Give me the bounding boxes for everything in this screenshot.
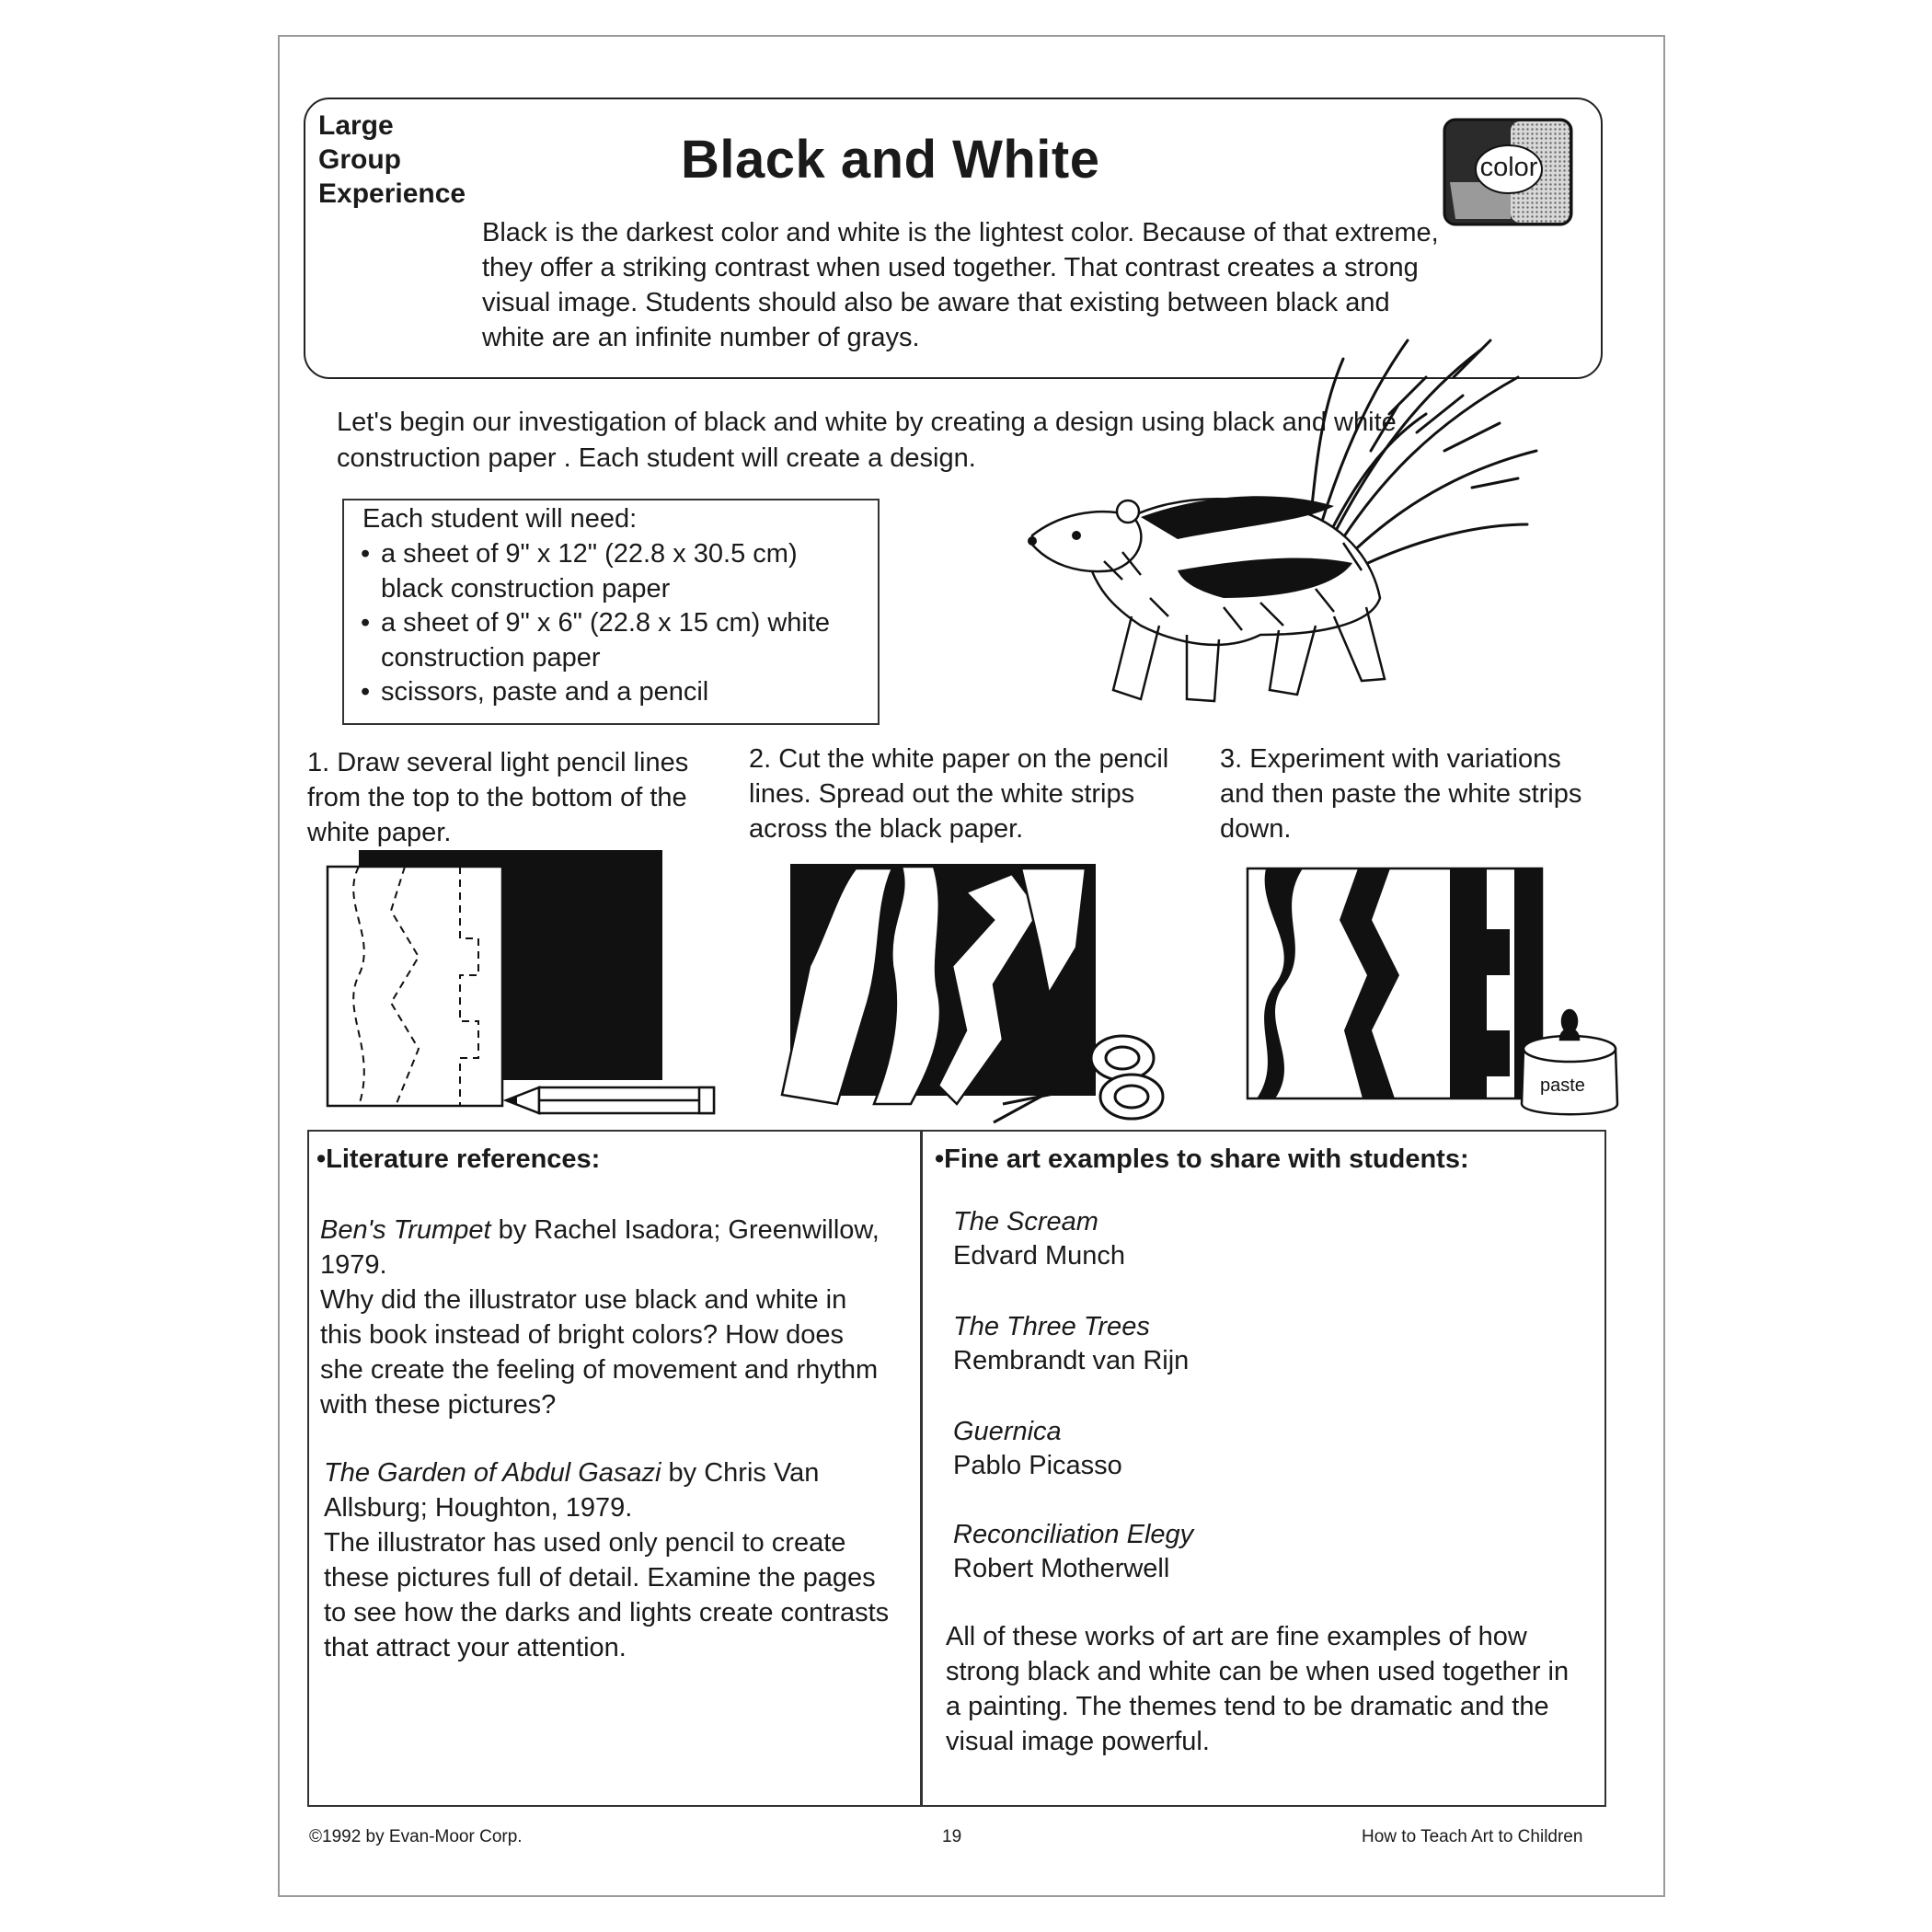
materials-title: Each student will need: (362, 504, 638, 534)
book-citation: by Rachel Isadora; Greenwillow, 1979. (320, 1215, 880, 1280)
step-1-text: 1. Draw several light pencil lines from the top to the bottom of the white paper. (307, 748, 689, 847)
lead-paragraph: Let's begin our investigation of black and white by creating a design using black and white construction paper . Each student will create a design. (337, 408, 1397, 473)
page-title: Black and White (681, 130, 1100, 190)
step-2-illustration (773, 856, 1178, 1132)
fine-art-work (953, 1312, 1189, 1376)
fine-art-work (953, 1207, 1125, 1271)
artwork-title: The Three Trees (953, 1312, 1150, 1341)
step-1-illustration (322, 846, 727, 1122)
book-question: Why did the illustrator use black and white in this book instead of bright colors? How does she create the feeling of movement and rhythm with these pictures? (320, 1285, 879, 1420)
column-divider (920, 1130, 923, 1807)
artwork-title: The Scream (953, 1207, 1098, 1236)
artist-name: Edvard Munch (953, 1241, 1125, 1271)
artist-name: Robert Motherwell (953, 1554, 1170, 1583)
artist-name: Rembrandt van Rijn (953, 1346, 1190, 1375)
literature-heading: •Literature references: (316, 1144, 601, 1174)
activity-type-label: Large Group Experience (318, 110, 466, 209)
footer-page-number: 19 (942, 1827, 962, 1846)
book-question: The illustrator has used only pencil to create these pictures full of detail. Examine the pages to see how the darks and lights create contrasts that attract your attention. (324, 1528, 890, 1662)
book-title: The Garden of Abdul Gasazi (324, 1458, 661, 1488)
step-3-illustration (1238, 856, 1625, 1132)
fine-art-summary: All of these works of art are fine examples of how strong black and white can be when used together in a painting. The themes tend to be dramatic and the visual image powerful. (946, 1622, 1570, 1756)
materials-list (361, 537, 857, 710)
literature-ref-2 (324, 1455, 894, 1665)
fine-art-heading: •Fine art examples to share with students: (935, 1144, 1469, 1174)
list-item: • scissors, paste and a pencil (361, 675, 857, 710)
book-title: Ben's Trumpet (320, 1215, 491, 1245)
step-3-text: 3. Experiment with variations and then paste the white strips down. (1220, 744, 1582, 844)
artwork-title: Guernica (953, 1417, 1062, 1446)
fine-art-work (953, 1417, 1122, 1481)
fine-art-work (953, 1520, 1193, 1584)
footer-copyright: ©1992 by Evan-Moor Corp. (309, 1827, 523, 1846)
book-citation: by Chris Van Allsburg; Houghton, 1979. (324, 1458, 820, 1523)
artist-name: Pablo Picasso (953, 1451, 1122, 1480)
skunk-illustration (1040, 322, 1555, 727)
list-item: • a sheet of 9" x 6" (22.8 x 15 cm) white construction paper (361, 606, 857, 675)
step-2-text: 2. Cut the white paper on the pencil lines. Spread out the white strips across the black paper. (749, 744, 1169, 844)
list-item: • a sheet of 9" x 12" (22.8 x 30.5 cm) black construction paper (361, 537, 857, 606)
footer-book-title: How to Teach Art to Children (1362, 1827, 1583, 1846)
literature-ref-1 (320, 1213, 891, 1422)
paste-jar-label: paste (1540, 1075, 1585, 1096)
color-badge-label: color (1479, 153, 1538, 182)
color-badge-icon (1443, 118, 1573, 226)
intro-paragraph: Black is the darkest color and white is the lightest color. Because of that extreme, they offer a striking contrast when used together. That contrast creates a strong visual image. Students should also be aware that existing between black and white are an infinite number of grays. (482, 218, 1439, 352)
artwork-title: Reconciliation Elegy (953, 1520, 1194, 1549)
